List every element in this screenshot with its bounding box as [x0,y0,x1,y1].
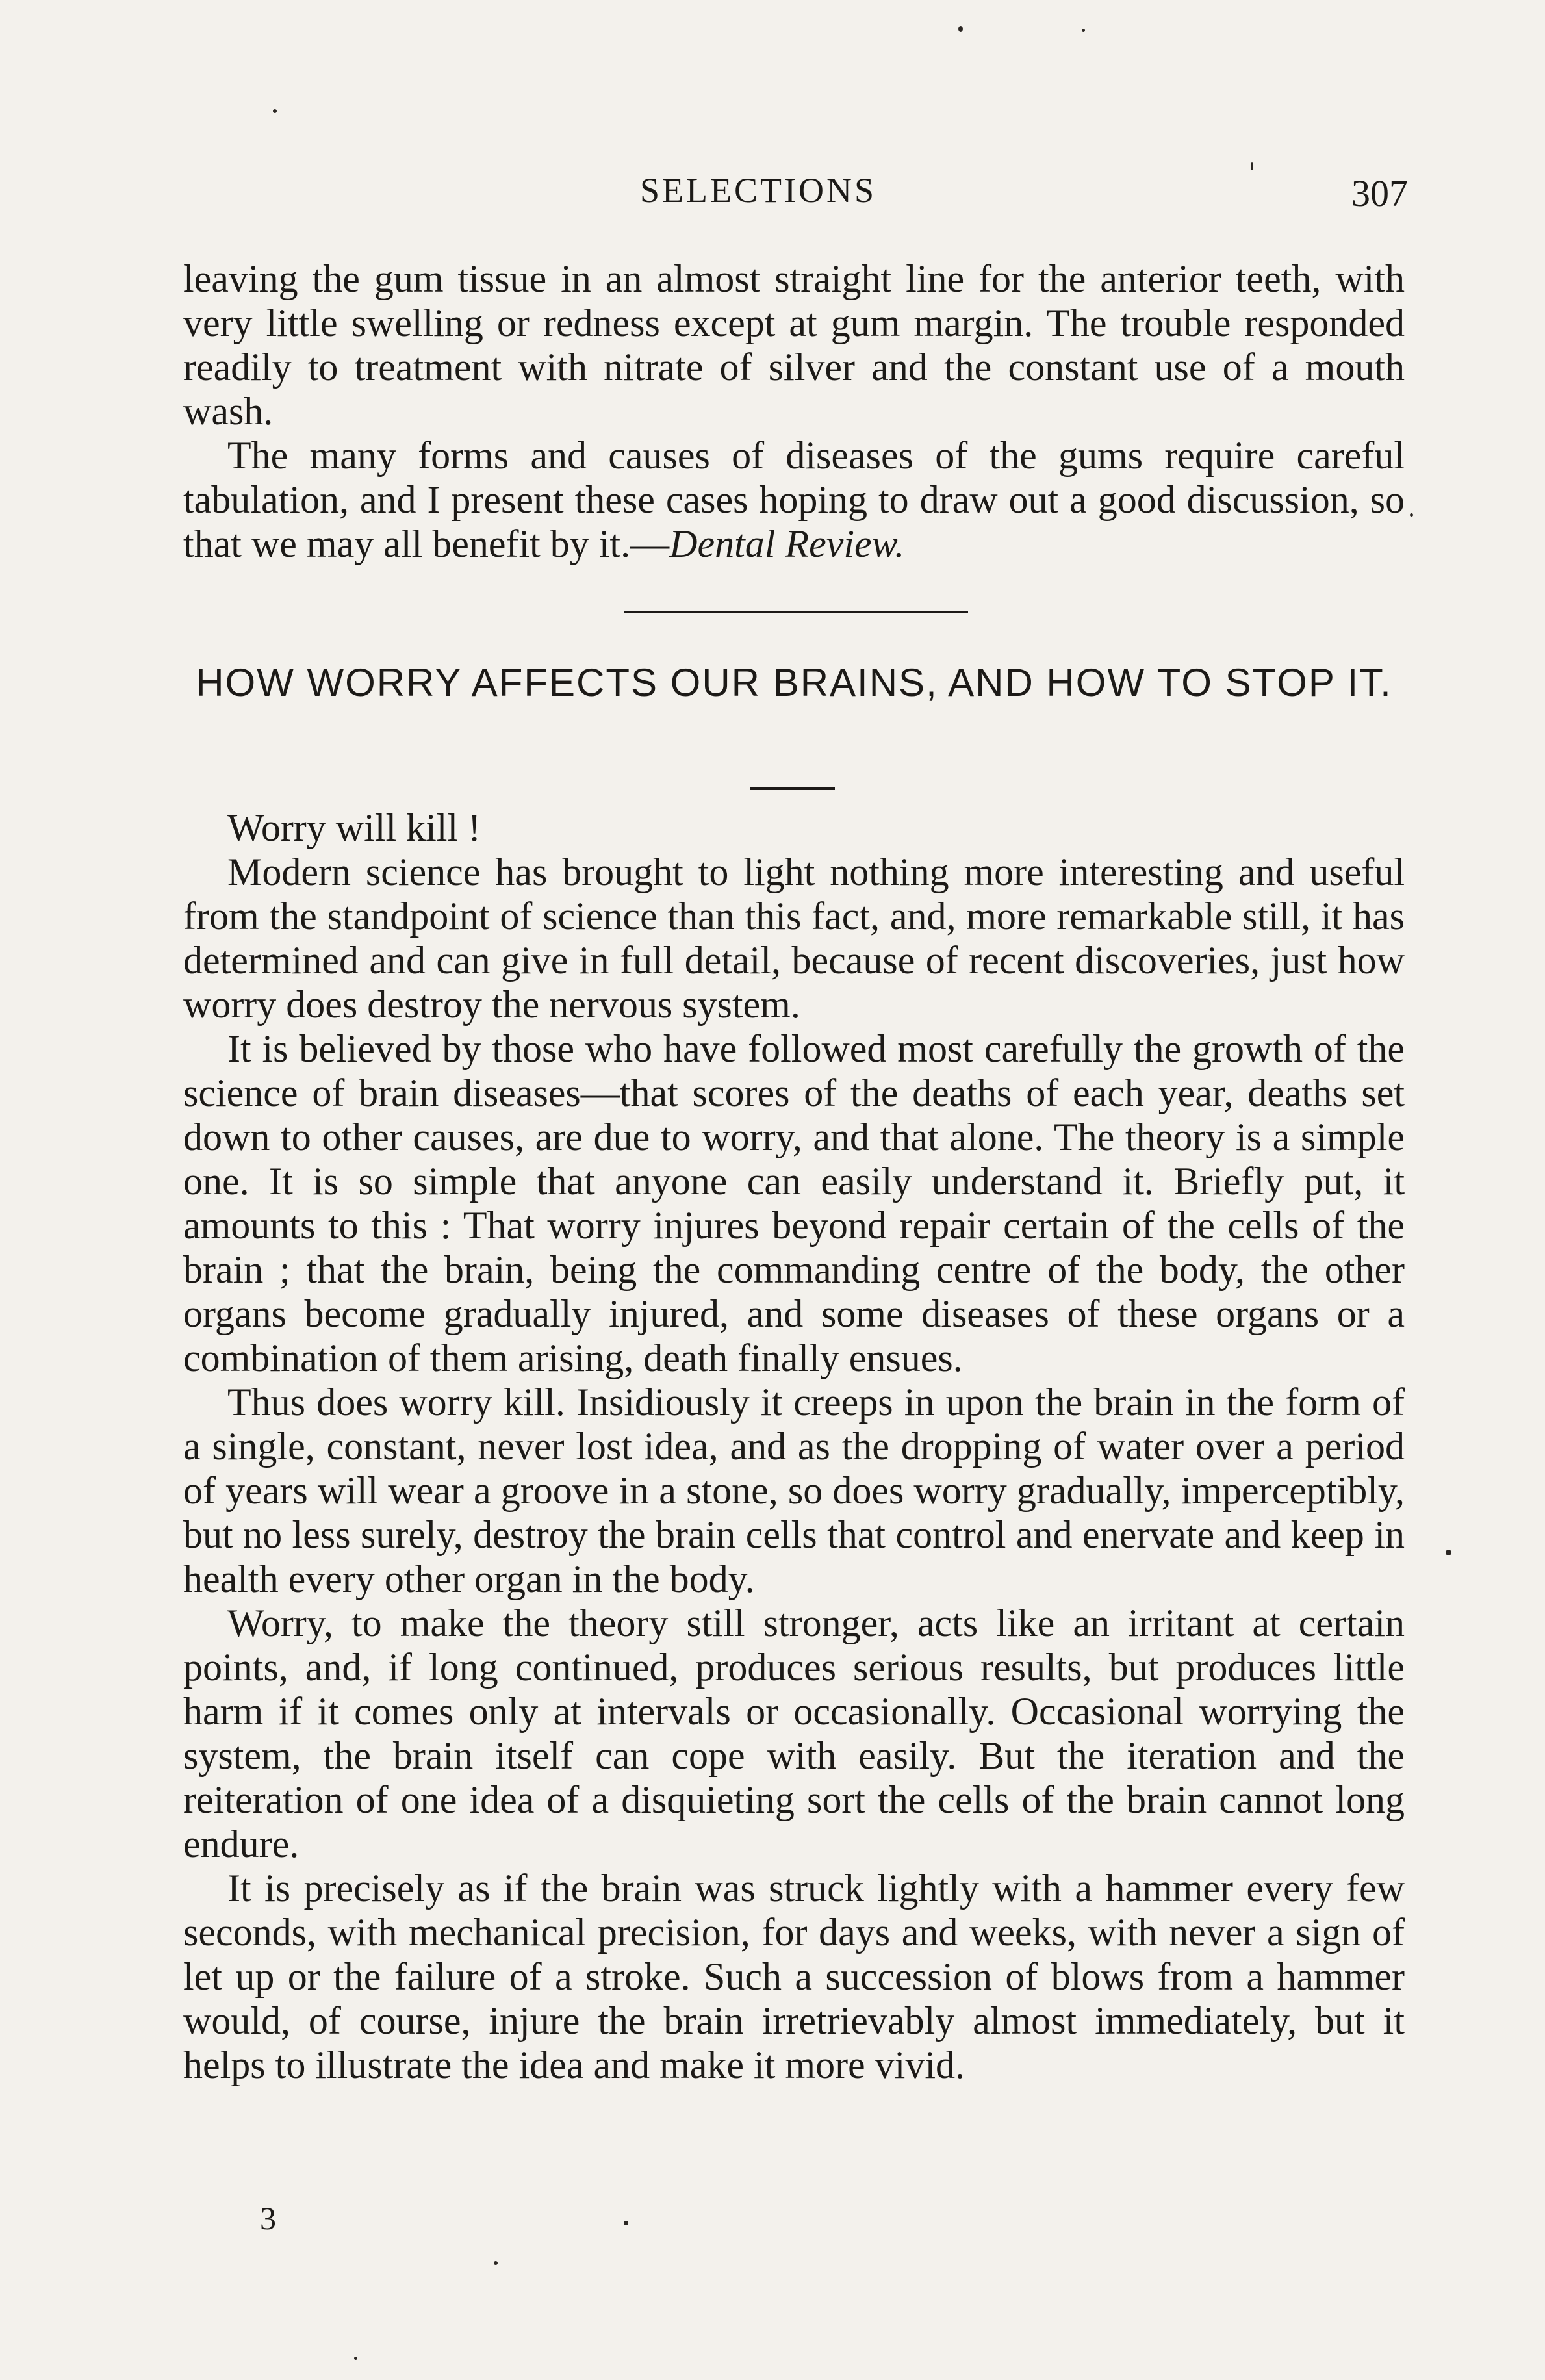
paragraph: leaving the gum tissue in an almost straight line for the anterior teeth, with very little swelling or redness except at gum margin. The trouble responded readily to treatment with nitrate of silver and the constant use of a mouth wash. [183,257,1405,433]
print-speck [273,109,277,113]
print-speck [1410,513,1413,517]
print-speck [1082,29,1085,32]
paragraph: It is believed by those who have followed most carefully the growth of the science of brain diseases—that scores of the deaths of each year, deaths set down to other causes, are due to worry, and that alone. The theory is a simple one. It is so simple that anyone can easily understand it. Briefly put, it amounts to this : That worry injures beyond repair certain of the cells of the brain ; that the brain, being the commanding centre of the body, the other organs become gradually injured, and some diseases of these organs or a combination of them arising, death finally ensues. [183,1027,1405,1379]
paragraph: Worry, to make the theory still stronger, acts like an irritant at certain points, and, if long continued, produces serious results, but produces little harm if it comes only at intervals or occasionally. Occasional worrying the system, the brain itself can cope with easily. But the iteration and the reiteration of one idea of a disquieting sort the cells of the brain cannot long endure. [183,1602,1405,1865]
running-header [0,170,1545,216]
print-speck [494,2261,498,2265]
title-rule [750,787,835,790]
article-body [183,806,1405,2087]
paragraph-text: The many forms and causes of diseases of the gums require careful tabulation, and I present these cases hoping to draw out a good discussion, so that we may all benefit by it.— [183,434,1405,565]
signature-mark: 3 [260,2200,276,2236]
print-speck [1251,162,1253,170]
paragraph [183,433,1405,566]
print-speck [624,2221,628,2225]
print-speck [1446,1550,1451,1555]
page-number: 307 [1351,172,1408,214]
previous-article-body [183,257,1405,566]
print-speck [354,2357,357,2360]
paragraph: Thus does worry kill. Insidiously it creeps in upon the brain in the form of a single, constant, never lost idea, and as the dropping of water over a period of years will wear a groove in a stone, so does worry gradually, imperceptibly, but no less surely, destroy the brain cells that control and enervate and keep in health every other organ in the body. [183,1381,1405,1600]
article-title: HOW WORRY AFFECTS OUR BRAINS, AND HOW TO STOP IT. [196,661,1392,704]
section-divider [624,611,968,613]
paragraph: It is precisely as if the brain was struck lightly with a hammer every few seconds, with mechanical precision, for days and weeks, with never a sign of let up or the failure of a stroke. Such a succession of blows from a hammer would, of course, injure the brain irretrievably almost immediately, but it helps to illustrate the idea and make it more vivid. [183,1867,1405,2086]
paragraph: Modern science has brought to light nothing more interesting and useful from the standpoint of science than this fact, and, more remarkable still, it has determined and can give in full detail, because of recent discoveries, just how worry does destroy the nervous system. [183,851,1405,1026]
source-citation: Dental Review. [669,522,905,565]
running-title: SELECTIONS [640,171,876,210]
print-speck [958,26,963,32]
paragraph: Worry will kill ! [227,806,481,849]
